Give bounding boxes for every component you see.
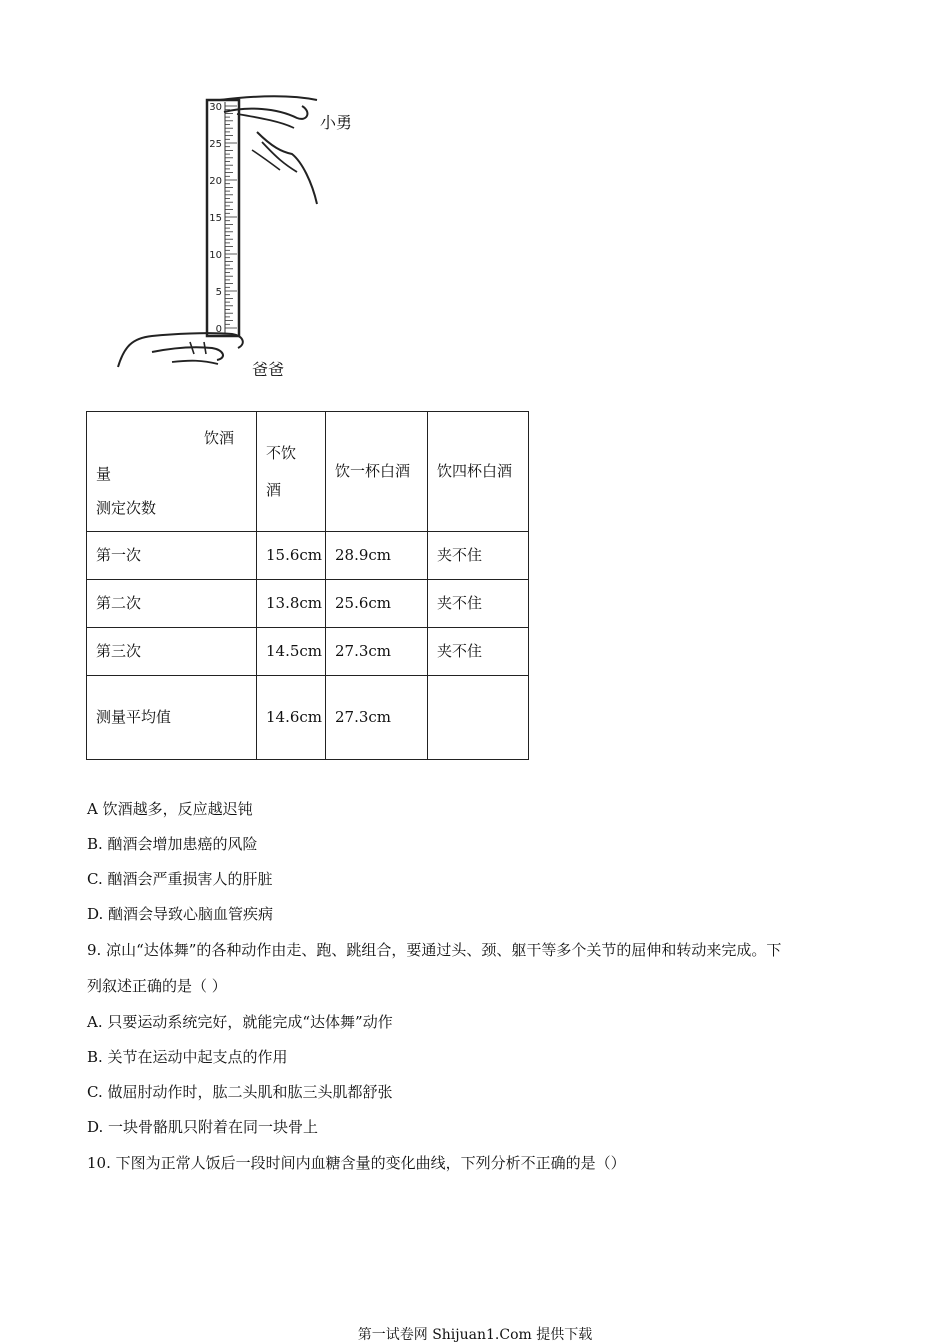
cell-value: 夹不住 bbox=[428, 580, 529, 628]
ruler-number: 20 bbox=[209, 176, 222, 187]
ruler-number: 15 bbox=[209, 213, 222, 224]
cell-value bbox=[428, 676, 529, 760]
q8-option-b: B. 酗酒会增加患癌的风险 bbox=[87, 835, 258, 853]
row-label: 第三次 bbox=[87, 628, 257, 676]
ruler-experiment-figure bbox=[112, 92, 372, 382]
q9-option-b: B. 关节在运动中起支点的作用 bbox=[87, 1048, 288, 1066]
q9-stem-line1: 9. 凉山“达体舞”的各种动作由走、跑、跳组合，要通过头、颈、躯干等多个关节的屈伸和转动来完成。下 bbox=[87, 941, 782, 959]
row-label: 测量平均值 bbox=[87, 676, 257, 760]
label-xiaoyong: 小勇 bbox=[320, 113, 353, 132]
ruler-number: 0 bbox=[215, 324, 222, 335]
q8-option-d: D. 酗酒会导致心脑血管疾病 bbox=[87, 905, 274, 923]
cell-value: 28.9cm bbox=[326, 532, 428, 580]
ruler-number: 25 bbox=[209, 139, 222, 150]
cell-value: 25.6cm bbox=[326, 580, 428, 628]
cell-value: 15.6cm bbox=[257, 532, 326, 580]
q10-stem: 10. 下图为正常人饭后一段时间内血糖含量的变化曲线，下列分析不正确的是（） bbox=[87, 1154, 626, 1172]
q8-option-a: A 饮酒越多，反应越迟钝 bbox=[87, 800, 253, 818]
q9-option-d: D. 一块骨骼肌只附着在同一块骨上 bbox=[87, 1118, 319, 1136]
q9-stem-line2: 列叙述正确的是（ ） bbox=[87, 977, 227, 995]
table-row bbox=[87, 532, 529, 580]
header-four-cups: 饮四杯白酒 bbox=[428, 412, 529, 532]
ruler-number: 10 bbox=[209, 250, 222, 261]
ruler-number: 30 bbox=[209, 102, 222, 113]
header-one-cup: 饮一杯白酒 bbox=[326, 412, 428, 532]
header-amount-suffix: 量 bbox=[96, 464, 112, 483]
table-row bbox=[87, 580, 529, 628]
cell-value: 夹不住 bbox=[428, 628, 529, 676]
table-row bbox=[87, 676, 529, 760]
q9-option-a: A. 只要运动系统完好，就能完成“达体舞”动作 bbox=[87, 1013, 393, 1031]
header-drinking-amount: 饮酒 bbox=[203, 428, 234, 447]
row-label: 第二次 bbox=[87, 580, 257, 628]
page-footer: 第一试卷网 Shijuan1.Com 提供下载 bbox=[357, 1327, 593, 1343]
table-header-row bbox=[87, 412, 529, 532]
row-label: 第一次 bbox=[87, 532, 257, 580]
label-baba: 爸爸 bbox=[252, 360, 285, 379]
diagonal-header-cell bbox=[87, 412, 257, 532]
header-test-count: 测定次数 bbox=[96, 498, 157, 517]
header-no-drink: 不饮酒 bbox=[257, 412, 326, 532]
cell-value: 14.5cm bbox=[257, 628, 326, 676]
cell-value: 13.8cm bbox=[257, 580, 326, 628]
q9-option-c: C. 做屈肘动作时，肱二头肌和肱三头肌都舒张 bbox=[87, 1083, 393, 1101]
table-row bbox=[87, 628, 529, 676]
cell-value: 夹不住 bbox=[428, 532, 529, 580]
cell-value: 27.3cm bbox=[326, 628, 428, 676]
cell-value: 27.3cm bbox=[326, 676, 428, 760]
ruler-number: 5 bbox=[215, 287, 222, 298]
ruler-drawing bbox=[112, 92, 372, 382]
reaction-test-table bbox=[86, 411, 529, 760]
q8-option-c: C. 酗酒会严重损害人的肝脏 bbox=[87, 870, 273, 888]
cell-value: 14.6cm bbox=[257, 676, 326, 760]
